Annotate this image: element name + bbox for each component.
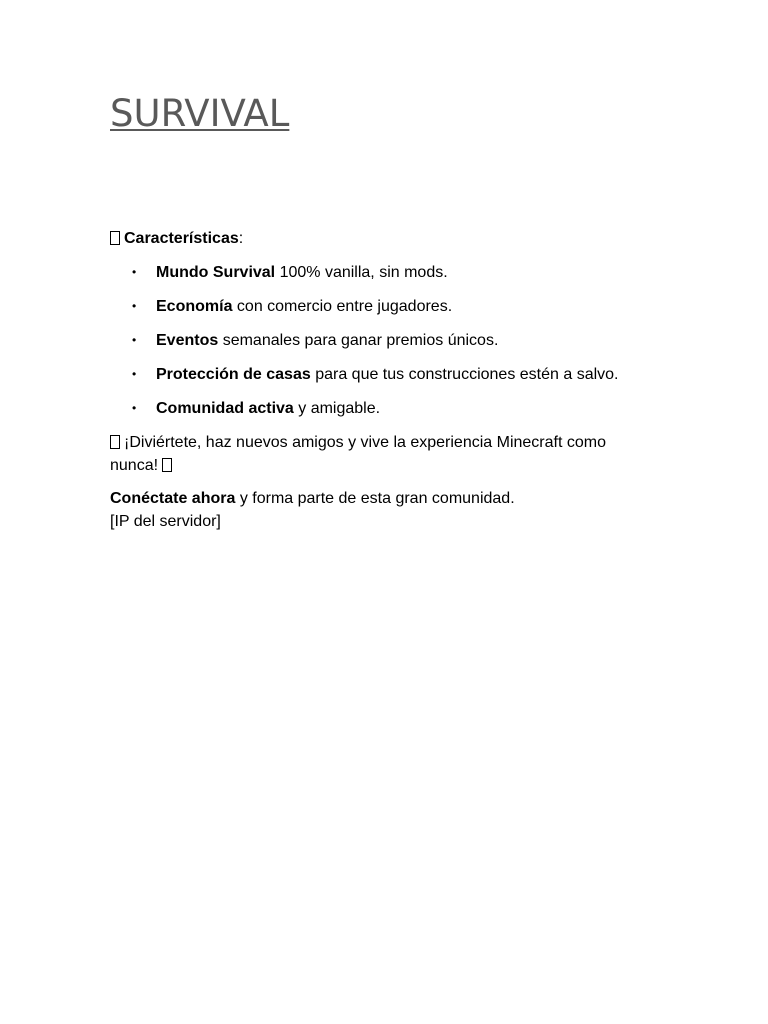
list-item <box>110 329 650 352</box>
list-item <box>110 397 650 420</box>
feature-text: y amigable. <box>293 400 381 417</box>
list-item <box>110 363 650 386</box>
box-glyph-icon <box>110 231 120 245</box>
bullet: • <box>132 265 137 279</box>
connect-paragraph <box>110 487 650 533</box>
feature-text: con comercio entre jugadores. <box>232 298 453 315</box>
feature-text: 100% vanilla, sin mods. <box>275 264 448 281</box>
list-item <box>110 261 650 284</box>
bullet: • <box>132 299 137 313</box>
feature-bold: Eventos <box>156 332 219 349</box>
feature-bold: Protección de casas <box>156 366 311 383</box>
bullet: • <box>132 367 137 381</box>
fun-text: ¡Diviértete, haz nuevos amigos y vive la experiencia Minecraft como nunca! <box>110 434 606 474</box>
feature-bold: Comunidad activa <box>156 400 294 417</box>
features-list <box>110 261 650 420</box>
server-ip: [IP del servidor] <box>110 513 221 530</box>
connect-bold: Conéctate ahora <box>110 490 236 507</box>
document-title: SURVIVAL <box>110 92 290 135</box>
box-glyph-icon <box>110 435 120 449</box>
bullet: • <box>132 333 137 347</box>
features-heading-suffix: : <box>238 230 244 247</box>
feature-bold: Economía <box>156 298 233 315</box>
features-heading-label: Características <box>124 230 239 247</box>
bullet: • <box>132 401 137 415</box>
feature-text: semanales para ganar premios únicos. <box>218 332 499 349</box>
connect-text: y forma parte de esta gran comunidad. <box>235 490 515 507</box>
fun-paragraph <box>110 431 650 477</box>
list-item <box>110 295 650 318</box>
feature-text: para que tus construcciones estén a salvo. <box>310 366 619 383</box>
box-glyph-icon <box>162 458 172 472</box>
features-heading <box>110 227 650 250</box>
feature-bold: Mundo Survival <box>156 264 276 281</box>
document-body <box>110 227 650 533</box>
